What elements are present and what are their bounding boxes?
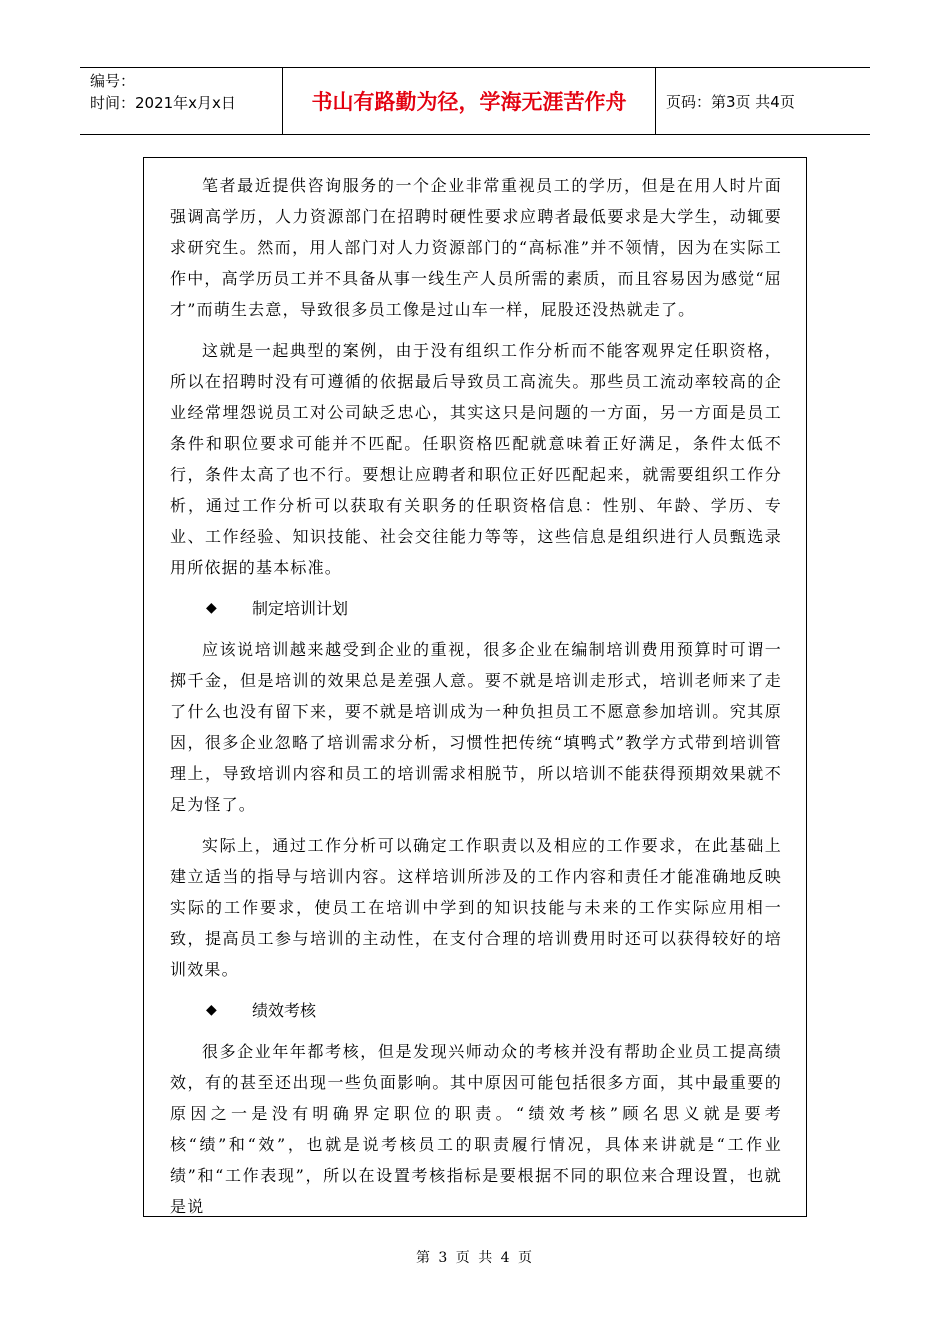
content-box xyxy=(143,157,807,1217)
section-heading-text: 制定培训计划 xyxy=(252,599,349,618)
document-number-label: 编号： xyxy=(90,72,136,90)
header-page-number: 页码：第3页 共4页 xyxy=(666,92,795,111)
section-heading xyxy=(170,995,782,1026)
section-heading xyxy=(170,593,782,624)
section-heading-text: 绩效考核 xyxy=(252,1001,317,1020)
diamond-bullet-icon: ◆ xyxy=(206,1002,217,1018)
page-footer: 第 3 页 共 4 页 xyxy=(415,1250,535,1266)
header-meta xyxy=(80,68,283,134)
body-paragraph: 很多企业年年都考核，但是发现兴师动众的考核并没有帮助企业员工提高绩效，有的甚至还出现一些负面影响。其中原因可能包括很多方面，其中最重要的原因之一是没有明确界定职位的职责。“绩效考核”顾名思义就是要考核“绩”和“效”，也就是说考核员工的职责履行情况，具体来讲就是“工作业绩”和“工作表现”，所以在设置考核指标是要根据不同的职位来合理设置，也就是说 xyxy=(170,1042,782,1216)
document-date-label: 时间：2021年x月x日 xyxy=(90,94,236,112)
header-motto: 书山有路勤为径，学海无涯苦作舟 xyxy=(283,68,656,134)
body-paragraph: 实际上，通过工作分析可以确定工作职责以及相应的工作要求，在此基础上建立适当的指导与培训内容。这样培训所涉及的工作内容和责任才能准确地反映实际的工作要求，使员工在培训中学到的知识技能与未来的工作实际应用相一致，提高员工参与培训的主动性，在支付合理的培训费用时还可以获得较好的培训效果。 xyxy=(170,836,782,979)
body-paragraph: 笔者最近提供咨询服务的一个企业非常重视员工的学历，但是在用人时片面强调高学历，人力资源部门在招聘时硬性要求应聘者最低要求是大学生，动辄要求研究生。然而，用人部门对人力资源部门的“高标准”并不领情，因为在实际工作中，高学历员工并不具备从事一线生产人员所需的素质，而且容易因为感觉“屈才”而萌生去意，导致很多员工像是过山车一样，屁股还没热就走了。 xyxy=(170,176,782,319)
page-header xyxy=(80,67,870,135)
diamond-bullet-icon: ◆ xyxy=(206,600,217,616)
body-paragraph: 这就是一起典型的案例，由于没有组织工作分析而不能客观界定任职资格，所以在招聘时没有可遵循的依据最后导致员工高流失。那些员工流动率较高的企业经常埋怨说员工对公司缺乏忠心，其实这只是问题的一方面，另一方面是员工条件和职位要求可能并不匹配。任职资格匹配就意味着正好满足，条件太低不行，条件太高了也不行。要想让应聘者和职位正好匹配起来，就需要组织工作分析，通过工作分析可以获取有关职务的任职资格信息：性别、年龄、学历、专业、工作经验、知识技能、社会交往能力等等，这些信息是组织进行人员甄选录用所依据的基本标准。 xyxy=(170,341,782,577)
body-paragraph: 应该说培训越来越受到企业的重视，很多企业在编制培训费用预算时可谓一掷千金，但是培训的效果总是差强人意。要不就是培训走形式，培训老师来了走了什么也没有留下来，要不就是培训成为一种负担员工不愿意参加培训。究其原因，很多企业忽略了培训需求分析，习惯性把传统“填鸭式”教学方式带到培训管理上，导致培训内容和员工的培训需求相脱节，所以培训不能获得预期效果就不足为怪了。 xyxy=(170,640,782,814)
